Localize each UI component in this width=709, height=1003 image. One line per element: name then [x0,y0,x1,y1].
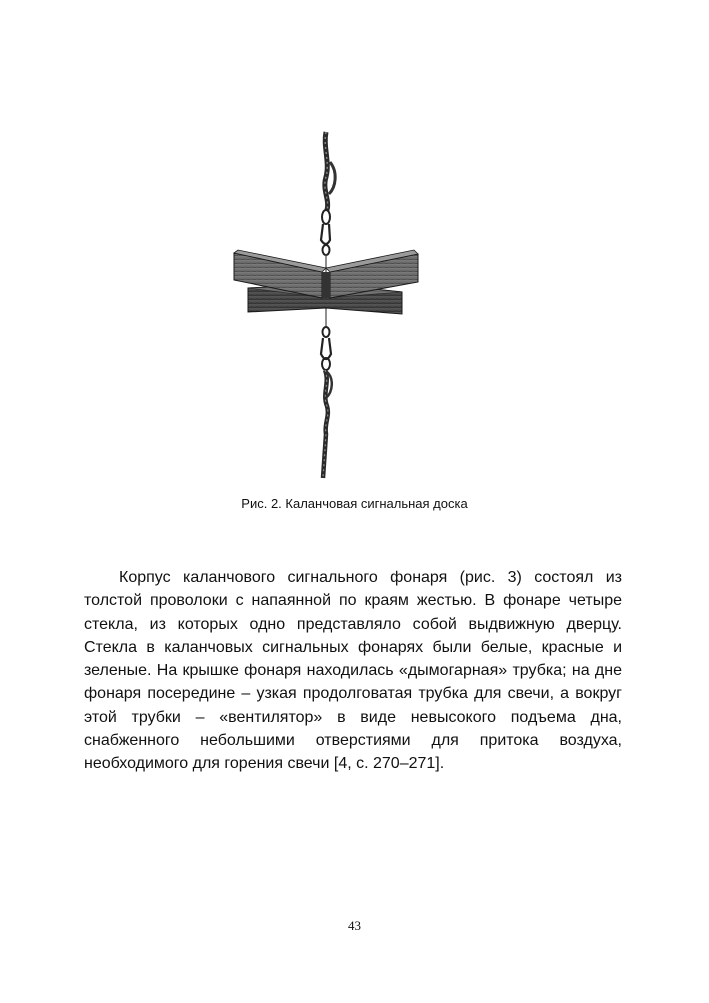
lower-snap-hook [321,327,331,370]
signal-board-illustration [226,102,426,482]
upper-snap-hook [321,210,330,255]
upper-rope [325,132,335,210]
figure-caption: Рис. 2. Каланчовая сигнальная доска [241,496,468,511]
body-paragraph: Корпус каланчового сигнального фонаря (рис. 3) состоял из толстой проволоки с напаянной по краям жестью. В фонаре четыре стекла, из которых одно представляло собой выдвижную дверцу. Стекла в каланчовых сигнальных фонарях были белые, красные и зеленые. На крышке фонаря находилась «дымогарная» трубка; на дне фонаря посередине – узкая продолговатая трубка для свечи, а вокруг этой трубки – «вентилятор» в виде невысокого подъема дна, снабженного небольшими отверстиями для притока воздуха, необходимого для горения свечи [4, с. 270–271]. [84,569,622,773]
lower-rope [323,370,332,478]
page-number: 43 [348,918,361,933]
signal-board-drawing [226,102,426,482]
